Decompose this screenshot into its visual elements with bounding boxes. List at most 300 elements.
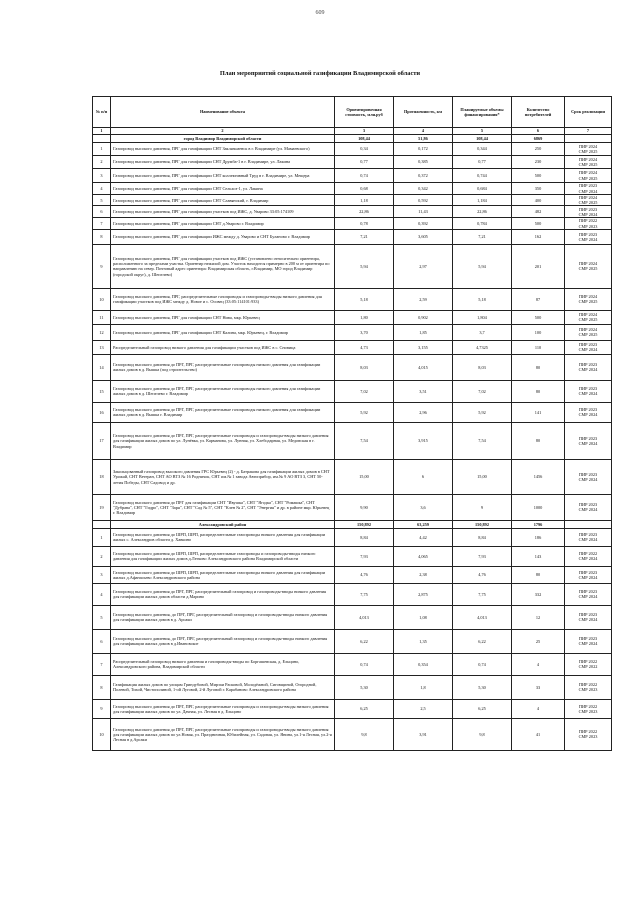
term-cell — [565, 380, 612, 402]
term-line: СМР 2025 — [578, 149, 598, 154]
object-name: Газопровод высокого давления до ПРГ, ПРГ, распределительные газопроводы и газопроводы-вводы низкого давления для газификации жилых домов по ул. Лунёвка, ул. Карманова, ул. Лунная, ул. Хлебодарная, ул. Медовская в г. Владимир — [111, 422, 335, 459]
length-value: 0,385 — [394, 156, 453, 169]
term-line: СМР 2023 — [578, 734, 598, 740]
row-number: 11 — [93, 310, 111, 324]
term-line: ПИР 2022 — [578, 659, 598, 665]
term-line: СМР 2022 — [578, 664, 598, 670]
cost-value: 7,75 — [335, 583, 394, 605]
term-line: ПИР 2024 — [578, 143, 598, 149]
financing-value: 0,74 — [453, 653, 512, 675]
term-cell — [565, 218, 612, 229]
term-line: СМР 2024 — [578, 391, 598, 397]
term-line: ПИР 2023 — [578, 532, 598, 538]
term-line: СМР 2025 — [578, 200, 598, 206]
term-cell — [565, 459, 612, 494]
object-name: Газопровод высокого давления до ПРГ для газификации СНТ "Ивушка", СНТ "Ягодка", СНТ "Ромашка", СНТ "Дубрава", СНТ "Гидро", СНТ "Заря", СНТ "Сад № 5", СНТ "Клен № 2", СНТ "Энергия" и др. в районе мкр. Юрьевец г. Владимир — [111, 494, 335, 520]
cost-value: 7,93 — [335, 546, 394, 566]
object-name: Газопровод высокого давления, до ПРГ, ПРГ, распределительный газопровод и газопроводы-вводы низкого давления для газификации жилых домов в д.Ивановское — [111, 629, 335, 653]
term-line: СМР 2024 — [578, 440, 598, 446]
table-row — [93, 218, 612, 229]
term-line: СМР 2025 — [578, 317, 598, 323]
financing-value: 0,77 — [453, 156, 512, 169]
object-name: Газопровод высокого давления до ШРП, ШРП, распределительные газопроводы низкого давления для газификации жилых с. Александров области д. Хавкино — [111, 528, 335, 546]
consumers-value: 332 — [512, 583, 565, 605]
consumers-value: 1456 — [512, 459, 565, 494]
header-length: Протяженность, км — [394, 97, 453, 128]
group-length: 63,259 — [394, 520, 453, 528]
term-cell — [565, 699, 612, 718]
table-row — [93, 459, 612, 494]
term-line: ПИР 2023 — [578, 407, 598, 413]
object-name: Газификация жилых домов по улицам Гриндубовой, Мирзаи Расковой, Молодёжной, Сиговщиной, Огородной, Полевой, Тихой, Чистополиной, 1-ой Луговой, 2-й Луговой г. Карабаново Александровского района — [111, 675, 335, 699]
column-index: 7 — [565, 128, 612, 135]
column-index: 1 — [93, 128, 111, 135]
cost-value: 0,78 — [335, 218, 394, 229]
length-value: 3,91 — [394, 718, 453, 750]
term-cell — [565, 653, 612, 675]
term-cell — [565, 566, 612, 583]
plan-table-body — [93, 128, 612, 751]
consumers-value: 186 — [512, 528, 565, 546]
row-number: 2 — [93, 546, 111, 566]
table-row — [93, 288, 612, 310]
cost-value: 7,02 — [335, 380, 394, 402]
term-line: СМР 2025 — [578, 332, 598, 338]
term-line: СМР 2024 — [578, 347, 598, 353]
row-number: 10 — [93, 718, 111, 750]
length-value: 3,915 — [394, 422, 453, 459]
financing-value: 5,30 — [453, 675, 512, 699]
column-index: 5 — [453, 128, 512, 135]
financing-value: 8,03 — [453, 354, 512, 380]
table-row — [93, 629, 612, 653]
length-value: 0,372 — [394, 169, 453, 183]
table-row — [93, 422, 612, 459]
cost-value: 7,54 — [335, 422, 394, 459]
table-row — [93, 310, 612, 324]
row-number: 5 — [93, 605, 111, 629]
object-name: Газопровод высокого давления, ПРГ для газификации СНТ Дружба-1 в г. Владимире, ул. Лакина — [111, 156, 335, 169]
term-line: ПИР 2023 — [578, 362, 598, 368]
financing-value: 22,86 — [453, 206, 512, 218]
term-line: ПИР 2024 — [578, 294, 598, 300]
cost-value: 6,25 — [335, 699, 394, 718]
term-line: ПИР 2024 — [578, 170, 598, 176]
cost-value: 3,70 — [335, 324, 394, 340]
length-value: 2,96 — [394, 402, 453, 422]
row-number: 6 — [93, 629, 111, 653]
table-row — [93, 183, 612, 195]
consumers-value: 41 — [512, 718, 565, 750]
document-title: План мероприятий социальной газификации Владимирской области — [219, 70, 421, 77]
table-row — [93, 605, 612, 629]
term-line: СМР 2024 — [578, 641, 598, 647]
length-value: 4,42 — [394, 528, 453, 546]
term-cell — [565, 354, 612, 380]
table-row — [93, 354, 612, 380]
table-row — [93, 675, 612, 699]
term-cell — [565, 605, 612, 629]
term-line: ПИР 2023 — [578, 342, 598, 348]
term-line: ПИР 2022 — [578, 682, 598, 688]
row-number: 7 — [93, 653, 111, 675]
row-number: 2 — [93, 156, 111, 169]
term-cell — [565, 183, 612, 195]
term-cell — [565, 169, 612, 183]
group-name: город Владимир Владимирской области — [111, 135, 335, 143]
header-term: Срок реализации — [565, 97, 612, 128]
header-no: № п/п — [93, 97, 111, 128]
length-value: 3,6 — [394, 494, 453, 520]
term-line: СМР 2024 — [578, 236, 598, 242]
row-number: 8 — [93, 675, 111, 699]
term-line: ПИР 2022 — [578, 729, 598, 735]
term-cell — [565, 546, 612, 566]
consumers-value: 4 — [512, 699, 565, 718]
term-line: СМР 2024 — [578, 537, 598, 543]
cost-value: 5,92 — [335, 402, 394, 422]
group-no — [93, 135, 111, 143]
object-name: Газопровод высокого давления, ПРГ для газификации участков под ИЖС (установлено относительно ориентира, расположенного за пределами участка. Ориентир нежилой дом. Участок находится примерно в 200 м от ориентира по направлению на север. Почтовый адрес ориентира: Владимирская область, г.Владимир, МО город Владимир (городской округ), д. Шепелево) — [111, 244, 335, 288]
term-cell — [565, 310, 612, 324]
row-number: 4 — [93, 583, 111, 605]
consumers-value: 80 — [512, 380, 565, 402]
object-name: Закольцованный газопровод высокого давления ГРС Юрьевец (2) - д. Батракова для газификации жилых домов в СНТ Урожай, СНТ Ветеран, СНТ АО ВТЗ № 16 Родничок, СНТ им.№ 1 завода Автоприбор, им.№ 9 АО ВТЗ 3, СНТ 50-летия Победы, СНТ Садовод и др. — [111, 459, 335, 494]
column-index: 4 — [394, 128, 453, 135]
financing-value: 1,184 — [453, 195, 512, 206]
financing-value: 4,76 — [453, 566, 512, 583]
cost-value: 0,74 — [335, 169, 394, 183]
term-cell — [565, 206, 612, 218]
row-number: 17 — [93, 422, 111, 459]
row-number: 7 — [93, 218, 111, 229]
term-cell — [565, 718, 612, 750]
object-name: Газопровод высокого давления, ПРГ для газификации СНТ Заклязьменск в г. Владимире (ул. Мамаевского) — [111, 143, 335, 156]
column-index: 2 — [111, 128, 335, 135]
financing-value: 4,013 — [453, 605, 512, 629]
object-name: Газопровод высокого давления до ШРП, ШРП, распределительные газопроводы низкого давления для газификации жилых д.Афанасьево Александровского района — [111, 566, 335, 583]
consumers-value: 250 — [512, 143, 565, 156]
financing-value: 6,25 — [453, 699, 512, 718]
group-length: 51,86 — [394, 135, 453, 143]
term-line: СМР 2024 — [578, 476, 598, 482]
table-row — [93, 206, 612, 218]
length-value: 2,875 — [394, 583, 453, 605]
term-line: ПИР 2023 — [578, 589, 598, 595]
cost-value: 4,013 — [335, 605, 394, 629]
column-index-row — [93, 128, 612, 135]
consumers-value: 80 — [512, 422, 565, 459]
table-row — [93, 244, 612, 288]
consumers-value: 80 — [512, 566, 565, 583]
row-number: 13 — [93, 340, 111, 354]
length-value: 0,342 — [394, 183, 453, 195]
cost-value: 5,30 — [335, 675, 394, 699]
cost-value: 0,74 — [335, 653, 394, 675]
financing-value: 4,7325 — [453, 340, 512, 354]
cost-value: 7,21 — [335, 229, 394, 244]
term-line: СМР 2024 — [578, 507, 598, 513]
cost-value: 22,86 — [335, 206, 394, 218]
cost-value: 4,73 — [335, 340, 394, 354]
term-cell — [565, 528, 612, 546]
term-line: СМР 2024 — [578, 617, 598, 623]
consumers-value: 12 — [512, 605, 565, 629]
row-number: 3 — [93, 169, 111, 183]
length-value: 3,605 — [394, 229, 453, 244]
term-cell — [565, 629, 612, 653]
term-cell — [565, 143, 612, 156]
group-name: Александровский район — [111, 520, 335, 528]
consumers-value: 141 — [512, 402, 565, 422]
page-number: 609 — [315, 10, 325, 16]
object-name: Газопровод высокого давления, ПРГ для газификации СНТ коллективный Труд в г. Владимире, ул. Мещера — [111, 169, 335, 183]
cost-value: 0,68 — [335, 183, 394, 195]
term-line: СМР 2024 — [578, 574, 598, 580]
term-cell — [565, 195, 612, 206]
length-value: 2,5 — [394, 699, 453, 718]
financing-value: 9,8 — [453, 718, 512, 750]
term-line: СМР 2024 — [578, 211, 598, 217]
length-value: 6 — [394, 459, 453, 494]
table-row — [93, 718, 612, 750]
financing-value: 5,18 — [453, 288, 512, 310]
object-name: Распределительный газопровод низкого давления для газификации участков под ИЖС в с. Сновица — [111, 340, 335, 354]
consumers-value: 350 — [512, 183, 565, 195]
term-line: ПИР 2023 — [578, 569, 598, 575]
length-value: 1,08 — [394, 605, 453, 629]
consumers-value: 87 — [512, 288, 565, 310]
group-cost: 150,892 — [335, 520, 394, 528]
cost-value: 5,94 — [335, 244, 394, 288]
term-line: ПИР 2023 — [578, 231, 598, 237]
cost-value: 9,8 — [335, 718, 394, 750]
term-line: СМР 2023 — [578, 223, 598, 229]
length-value: 1,85 — [394, 324, 453, 340]
object-name: Газопровод высокого давления, ПРГ для газификации участков под ИЖС, д. Уварово 33:05:174109 — [111, 206, 335, 218]
table-row — [93, 566, 612, 583]
length-value: 4,065 — [394, 546, 453, 566]
financing-value: 0,784 — [453, 218, 512, 229]
term-line: ПИР 2022 — [578, 218, 598, 224]
header-consumers: Количество потребителей — [512, 97, 565, 128]
object-name: Газопровод высокого давления до ПРГ, ПРГ, распределительные газопроводы низкого давления для газификации жилых домов в д. Вышка г. Владимир — [111, 402, 335, 422]
length-value: 0,354 — [394, 653, 453, 675]
consumers-value: 230 — [512, 156, 565, 169]
financing-value: 0,744 — [453, 169, 512, 183]
header-row — [93, 97, 612, 128]
length-value: 0,172 — [394, 143, 453, 156]
financing-value: 5,92 — [453, 402, 512, 422]
group-row — [93, 135, 612, 143]
consumers-value: 482 — [512, 206, 565, 218]
term-cell — [565, 494, 612, 520]
plan-table — [92, 96, 612, 751]
term-cell — [565, 288, 612, 310]
table-row — [93, 324, 612, 340]
consumers-value: 1000 — [512, 494, 565, 520]
financing-value: 7,93 — [453, 546, 512, 566]
financing-value: 8,84 — [453, 528, 512, 546]
object-name: Газопровод высокого давления, до ПРГ, ПРГ, распределительный газопровод и газопроводы-вводы низкого давления для газификации жилых домов в д. Арсаки — [111, 605, 335, 629]
table-row — [93, 583, 612, 605]
row-number: 9 — [93, 699, 111, 718]
consumers-value: 500 — [512, 218, 565, 229]
table-row — [93, 169, 612, 183]
table-row — [93, 229, 612, 244]
header-cost: Ориентировочная стоимость, млн.руб — [335, 97, 394, 128]
term-line: ПИР 2023 — [578, 435, 598, 441]
financing-value: 0,344 — [453, 143, 512, 156]
financing-value: 7,75 — [453, 583, 512, 605]
column-index: 3 — [335, 128, 394, 135]
object-name: Распределительный газопровод низкого давления и газопроводы-вводы по Боргашевская, д. Ельцино, Александровского района, Владимирской области — [111, 653, 335, 675]
financing-value: 5,94 — [453, 244, 512, 288]
object-name: Газопровод высокого давления до ПРГ, ПРГ, распределительные газопроводы низкого давления для газификации жилых домов в д. Вышка (под строительство) — [111, 354, 335, 380]
object-name: Газопровод высокого давления до ШРП, ШРП, распределительные газопроводы и газопроводы-вводы низкого давления для газификации жилых домов д.Легково Александровского района Владимирской области — [111, 546, 335, 566]
term-line: ПИР 2023 — [578, 636, 598, 642]
group-cost: 108,44 — [335, 135, 394, 143]
term-line: СМР 2024 — [578, 412, 598, 418]
cost-value: 8,03 — [335, 354, 394, 380]
cost-value: 8,84 — [335, 528, 394, 546]
length-value: 2,59 — [394, 288, 453, 310]
length-value: 0,392 — [394, 218, 453, 229]
financing-value: 7,21 — [453, 229, 512, 244]
object-name: Газопровод высокого давления, ПРГ для газификации СНТ Сельхоз-1, ул. Лакина — [111, 183, 335, 195]
financing-value: 7,02 — [453, 380, 512, 402]
table-row — [93, 699, 612, 718]
header-name: Наименование объекта — [111, 97, 335, 128]
consumers-value: 100 — [512, 324, 565, 340]
term-cell — [565, 402, 612, 422]
length-value: 1,35 — [394, 629, 453, 653]
financing-value: 1,804 — [453, 310, 512, 324]
cost-value: 15,00 — [335, 459, 394, 494]
cost-value: 9,90 — [335, 494, 394, 520]
length-value: 0,592 — [394, 195, 453, 206]
group-term — [565, 520, 612, 528]
consumers-value: 162 — [512, 229, 565, 244]
row-number: 18 — [93, 459, 111, 494]
consumers-value: 201 — [512, 244, 565, 288]
term-cell — [565, 244, 612, 288]
term-line: СМР 2024 — [578, 367, 598, 373]
table-row — [93, 340, 612, 354]
term-line: ПИР 2023 — [578, 471, 598, 477]
object-name: Газопровод высокого давления, ПРГ для газификации ИЖС между д. Уварово и СНТ Буланово г. Владимир — [111, 229, 335, 244]
group-no — [93, 520, 111, 528]
consumers-value: 500 — [512, 169, 565, 183]
consumers-value: 4 — [512, 653, 565, 675]
row-number: 16 — [93, 402, 111, 422]
group-financing: 150,892 — [453, 520, 512, 528]
term-cell — [565, 675, 612, 699]
term-cell — [565, 156, 612, 169]
table-row — [93, 653, 612, 675]
table-row — [93, 195, 612, 206]
object-name: Газопровод высокого давления до ПРГ, ПРГ, распределительные газопроводы и газопроводы-вводы низкого давления для газификации жилых домов по ул.Новая, ул. Праздничная, Юбилейная, ул. Садовая, ул. Янина, ул.1-я Лесная, ул.2-я Лесная в д.Арсаки — [111, 718, 335, 750]
term-line: СМР 2025 — [578, 175, 598, 181]
consumers-value: 400 — [512, 195, 565, 206]
table-row — [93, 156, 612, 169]
term-line: ПИР 2022 — [578, 703, 598, 709]
cost-value: 4,76 — [335, 566, 394, 583]
group-row — [93, 520, 612, 528]
term-line: СМР 2024 — [578, 594, 598, 600]
financing-value: 3,7 — [453, 324, 512, 340]
row-number: 5 — [93, 195, 111, 206]
object-name: Газопровод высокого давления, ПРГ для газификации СНТ д.Уварово г. Владимир — [111, 218, 335, 229]
term-line: ПИР 2023 — [578, 386, 598, 392]
consumers-value: 110 — [512, 340, 565, 354]
row-number: 9 — [93, 244, 111, 288]
length-value: 4,015 — [394, 354, 453, 380]
group-consumers: 1796 — [512, 520, 565, 528]
object-name: Газопровод высокого давления до ПРГ, ПРГ, распределительный газопровод и газопроводы-вводы низкого давления для газификации жилых домов области д.Марино — [111, 583, 335, 605]
length-value: 0,902 — [394, 310, 453, 324]
header-financing: Планируемые объемы финансирования* — [453, 97, 512, 128]
term-line: ПИР 2023 — [578, 206, 598, 212]
cost-value: 0,34 — [335, 143, 394, 156]
term-cell — [565, 229, 612, 244]
row-number: 1 — [93, 143, 111, 156]
term-line: СМР 2024 — [578, 188, 598, 194]
row-number: 8 — [93, 229, 111, 244]
row-number: 12 — [93, 324, 111, 340]
object-name: Газопровод высокого давления, ПРГ для газификации СНТ Славянский, г. Владимир — [111, 195, 335, 206]
consumers-value: 33 — [512, 675, 565, 699]
group-term — [565, 135, 612, 143]
cost-value: 6,22 — [335, 629, 394, 653]
term-cell — [565, 340, 612, 354]
cost-value: 5,18 — [335, 288, 394, 310]
row-number: 6 — [93, 206, 111, 218]
cost-value: 1,18 — [335, 195, 394, 206]
row-number: 1 — [93, 528, 111, 546]
row-number: 10 — [93, 288, 111, 310]
row-number: 19 — [93, 494, 111, 520]
length-value: 2,38 — [394, 566, 453, 583]
length-value: 1,8 — [394, 675, 453, 699]
consumers-value: 25 — [512, 629, 565, 653]
table-row — [93, 380, 612, 402]
financing-value: 15,00 — [453, 459, 512, 494]
length-value: 3,155 — [394, 340, 453, 354]
row-number: 4 — [93, 183, 111, 195]
table-row — [93, 546, 612, 566]
object-name: Газопровод высокого давления, ПРГ для газификации СНТ Нива, мкр. Юрьевец — [111, 310, 335, 324]
table-row — [93, 402, 612, 422]
group-financing: 108,44 — [453, 135, 512, 143]
financing-value: 9 — [453, 494, 512, 520]
financing-value: 0,684 — [453, 183, 512, 195]
row-number: 3 — [93, 566, 111, 583]
financing-value: 7,54 — [453, 422, 512, 459]
consumers-value: 500 — [512, 310, 565, 324]
term-cell — [565, 324, 612, 340]
term-line: СМР 2025 — [578, 299, 598, 305]
row-number: 15 — [93, 380, 111, 402]
financing-value: 6,22 — [453, 629, 512, 653]
term-line: ПИР 2024 — [578, 327, 598, 333]
term-line: ПИР 2024 — [578, 195, 598, 200]
term-line: ПИР 2024 — [578, 261, 598, 267]
cost-value: 0,77 — [335, 156, 394, 169]
consumers-value: 143 — [512, 546, 565, 566]
term-line: ПИР 2024 — [578, 156, 598, 162]
object-name: Газопровод высокого давления до ПРГ, ПРГ, распределительные газопроводы и газопроводы-вводы низкого давления для газификации жилых домов по ул. Дачная, ул. Лесная в д. Ельцино — [111, 699, 335, 718]
